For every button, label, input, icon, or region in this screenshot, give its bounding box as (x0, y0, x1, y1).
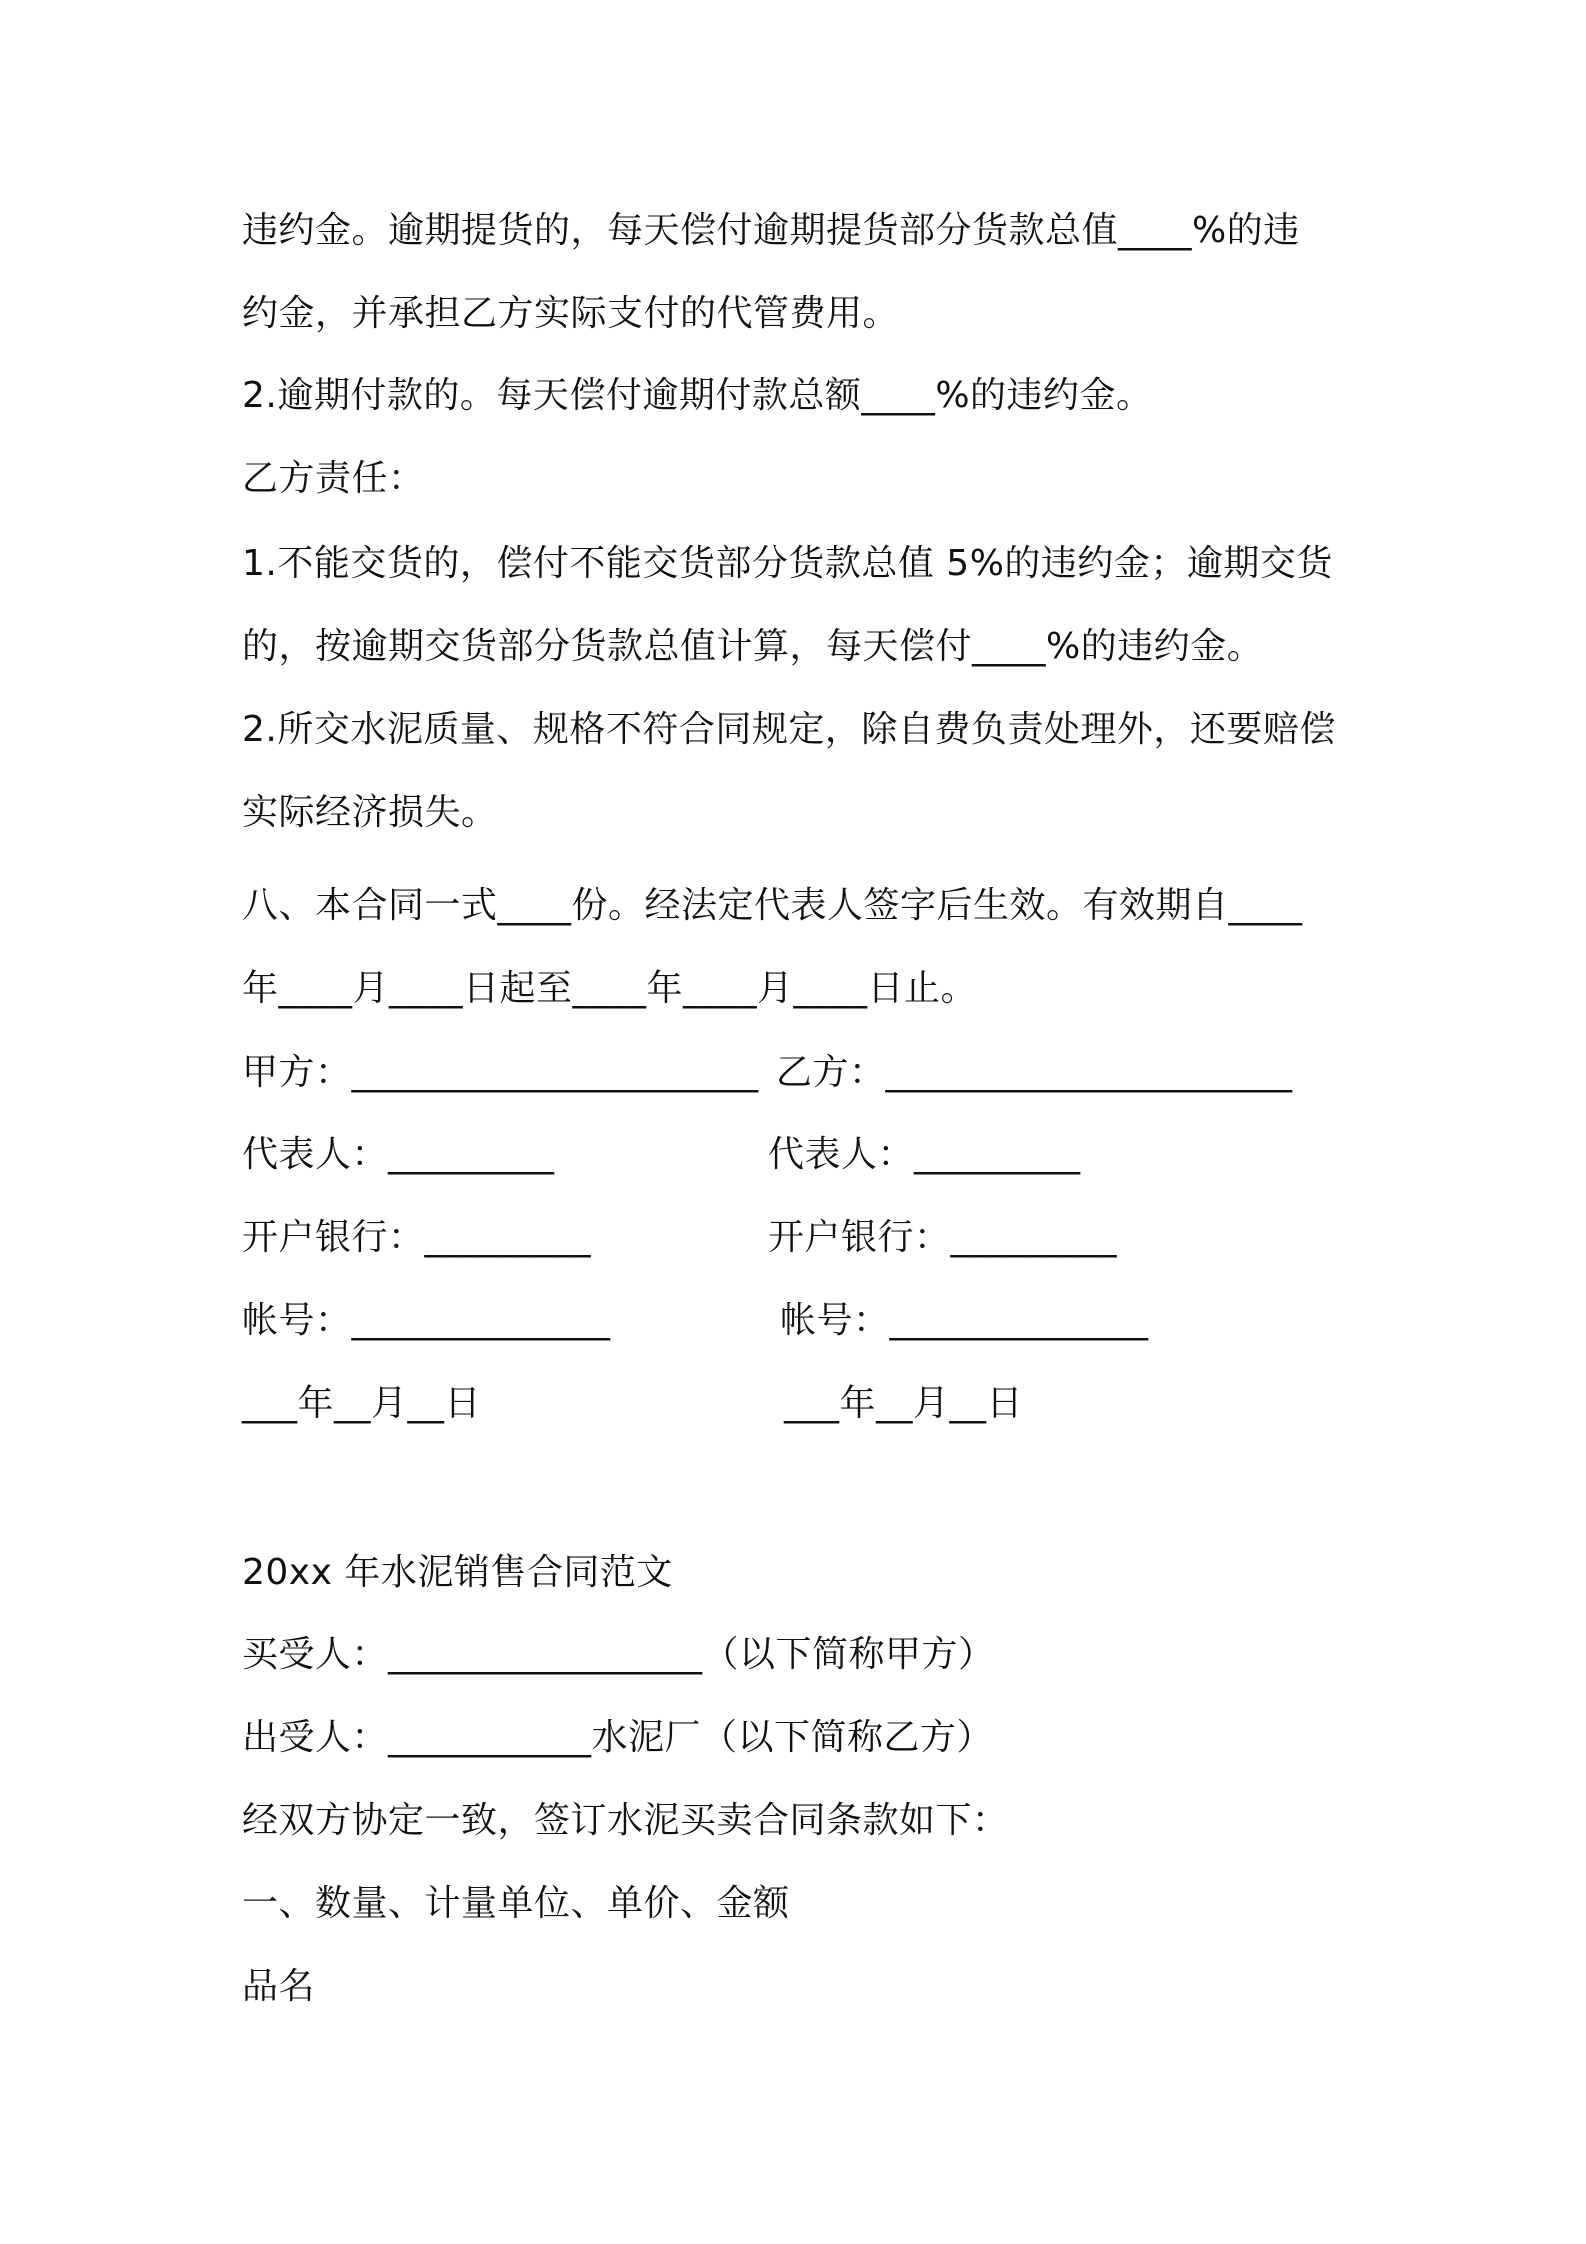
signature-account-b: 帐号：______________ (780, 1300, 1149, 1341)
paragraph-line: 约金，并承担乙方实际支付的代管费用。 (242, 293, 900, 334)
paragraph-line: 年____月____日起至____年____月____日止。 (242, 968, 978, 1009)
seller-line: 出受人：___________水泥厂（以下简称乙方） (242, 1717, 994, 1758)
paragraph-line: 1.不能交货的，偿付不能交货部分货款总值 5%的违约金；逾期交货 (242, 543, 1333, 584)
buyer-line: 买受人：_________________（以下简称甲方） (242, 1634, 995, 1675)
paragraph-line: 2.逾期付款的。每天偿付逾期付款总额____%的违约金。 (242, 375, 1153, 416)
paragraph-line: 实际经济损失。 (242, 792, 498, 833)
signature-party-b: 乙方：______________________ (776, 1052, 1293, 1093)
contract-title: 20xx 年水泥销售合同范文 (242, 1552, 673, 1593)
paragraph-line: 违约金。逾期提货的，每天偿付逾期提货部分货款总值____%的违 (242, 210, 1300, 251)
signature-account-a: 帐号：______________ (242, 1300, 611, 1341)
signature-party-a: 甲方：______________________ (242, 1052, 759, 1093)
section-heading: 乙方责任： (242, 458, 425, 499)
signature-bank-a: 开户银行：_________ (242, 1217, 592, 1258)
signature-date-a: ___年__月__日 (242, 1383, 482, 1424)
signature-rep-a: 代表人：_________ (242, 1134, 555, 1175)
paragraph-line: 的，按逾期交货部分货款总值计算，每天偿付____%的违约金。 (242, 626, 1264, 667)
signature-date-b: ___年__月__日 (784, 1383, 1024, 1424)
section-heading: 一、数量、计量单位、单价、金额 (242, 1883, 790, 1924)
signature-bank-b: 开户银行：_________ (768, 1217, 1118, 1258)
intro-line: 经双方协定一致，签订水泥买卖合同条款如下： (242, 1800, 1009, 1841)
paragraph-line: 八、本合同一式____份。经法定代表人签字后生效。有效期自____ (242, 885, 1303, 926)
item-name-label: 品名 (242, 1966, 316, 2007)
signature-rep-b: 代表人：_________ (768, 1134, 1081, 1175)
paragraph-line: 2.所交水泥质量、规格不符合同规定，除自费负责处理外，还要赔偿 (242, 709, 1336, 750)
